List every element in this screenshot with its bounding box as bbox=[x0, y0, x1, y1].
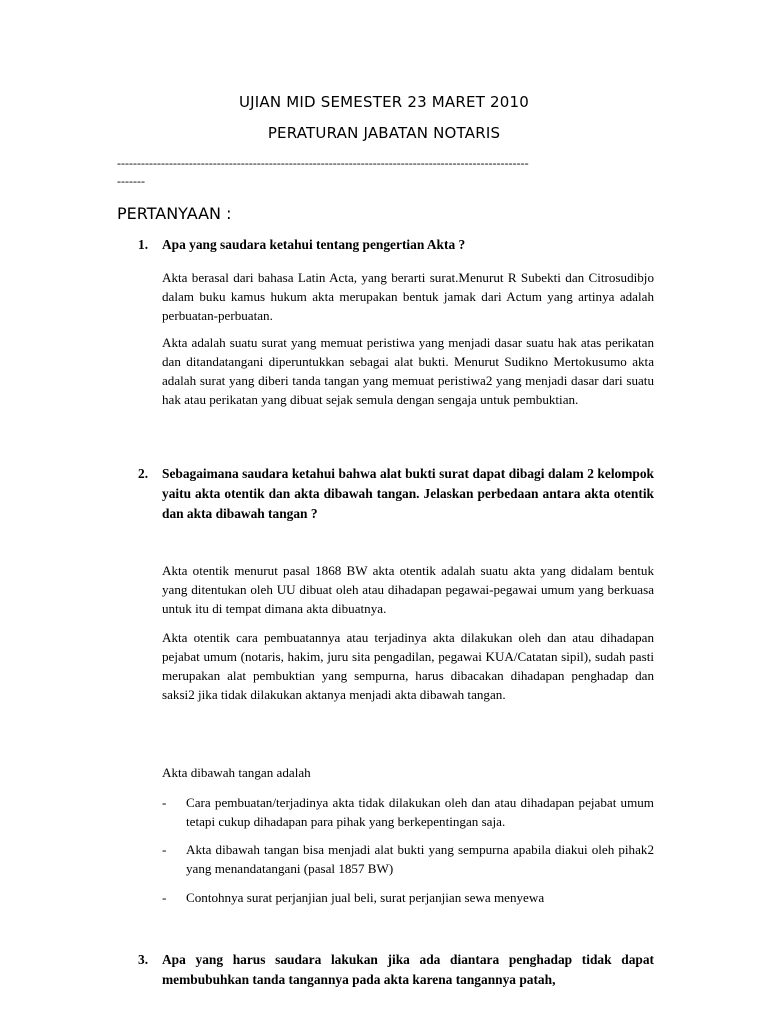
bullet-item-2 bbox=[162, 840, 654, 878]
bullet-item-1 bbox=[162, 793, 654, 831]
bullet-marker: - bbox=[162, 842, 167, 857]
answer-2-paragraph-1: Akta otentik menurut pasal 1868 BW akta otentik adalah suatu akta yang didalam bentuk yang ditentukan oleh UU dibuat oleh atau dihadapan pegawai-pegawai umum yang berkuasa untuk itu di tempat dimana akta dibuatnya. bbox=[162, 563, 654, 616]
separator-line: ------------------------------------------------------------------------------------------------------- bbox=[117, 156, 529, 170]
bullet-marker: - bbox=[162, 890, 167, 905]
bullet-item-3 bbox=[162, 888, 654, 907]
question-1 bbox=[138, 235, 654, 255]
bullet-text: Akta dibawah tangan bisa menjadi alat bukti yang sempurna apabila diakui oleh pihak2 yang menandatangani (pasal 1857 BW) bbox=[186, 842, 654, 876]
section-heading: PERTANYAAN : bbox=[117, 204, 232, 223]
separator-line-continuation: ------- bbox=[117, 174, 145, 188]
answer-2-paragraph-3: Akta dibawah tangan adalah bbox=[162, 765, 311, 780]
answer-2-paragraph-2: Akta otentik cara pembuatannya atau terjadinya akta dilakukan oleh dan atau dihadapan pejabat umum (notaris, hakim, juru sita pengadilan, pegawai KUA/Catatan sipil), sudah pasti merupakan alat pembuktian yang sempurna, harus dibacakan dihadapan penghadap dan saksi2 jika tidak dilakukan aktanya menjadi akta dibawah tangan. bbox=[162, 630, 654, 702]
question-number: 3. bbox=[138, 952, 149, 967]
bullet-marker: - bbox=[162, 795, 167, 810]
question-text: Apa yang harus saudara lakukan jika ada diantara penghadap tidak dapat membubuhkan tanda tangannya pada akta karena tangannya patah, bbox=[162, 952, 654, 987]
question-number: 1. bbox=[138, 237, 149, 252]
exam-title: UJIAN MID SEMESTER 23 MARET 2010 bbox=[239, 93, 529, 111]
question-text: Apa yang saudara ketahui tentang pengertian Akta ? bbox=[162, 237, 466, 252]
bullet-text: Contohnya surat perjanjian jual beli, surat perjanjian sewa menyewa bbox=[186, 890, 545, 905]
question-text: Sebagaimana saudara ketahui bahwa alat bukti surat dapat dibagi dalam 2 kelompok yaitu akta otentik dan akta dibawah tangan. Jelaskan perbedaan antara akta otentik dan akta dibawah tangan ? bbox=[162, 466, 654, 521]
course-title: PERATURAN JABATAN NOTARIS bbox=[267, 124, 501, 142]
bullet-text: Cara pembuatan/terjadinya akta tidak dilakukan oleh dan atau dihadapan pejabat umum tetapi cukup dihadapan para pihak yang berkepentingan saja. bbox=[186, 795, 654, 829]
question-2 bbox=[138, 464, 654, 524]
answer-1-paragraph-2: Akta adalah suatu surat yang memuat peristiwa yang menjadi dasar suatu hak atas perikatan dan ditandatangani diperuntukkan sebagai alat bukti. Menurut Sudikno Mertokusumo akta adalah surat yang diberi tanda tangan yang memuat peristiwa2 yang menjadi dasar dari suatu hak atau perikatan yang dibuat sejak semula dengan sengaja untuk pembuktian. bbox=[162, 335, 654, 407]
answer-1-paragraph-1: Akta berasal dari bahasa Latin Acta, yang berarti surat.Menurut R Subekti dan Citrosudibjo dalam buku kamus hukum akta merupakan bentuk jamak dari Actum yang artinya adalah perbuatan-perbuatan. bbox=[162, 270, 654, 323]
question-3 bbox=[138, 950, 654, 990]
question-number: 2. bbox=[138, 466, 149, 481]
